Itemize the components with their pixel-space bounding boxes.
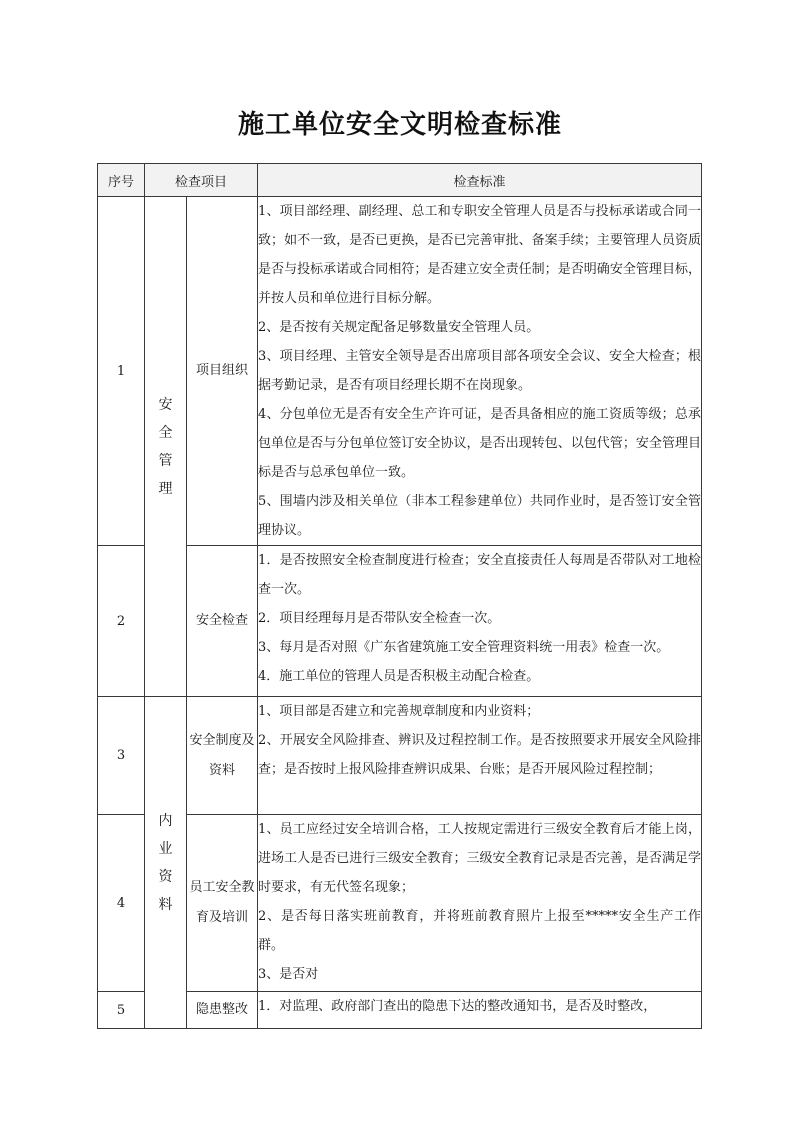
criteria-line: 1．是否按照安全检查制度进行检查；安全直接责任人每周是否带队对工地检查一次。 xyxy=(258,553,702,597)
header-item: 检查项目 xyxy=(145,164,258,197)
criteria-line: 2、是否按有关规定配备足够数量安全管理人员。 xyxy=(258,320,540,335)
criteria-line: 3、项目经理、主管安全领导是否出席项目部各项安全会议、安全大检查；根据考勤记录，是否有项目经理长期不在岗现象。 xyxy=(258,349,702,393)
row-item: 项目组织 xyxy=(187,197,258,546)
category-internal-documents xyxy=(145,697,187,1029)
category-label: 内业资料 xyxy=(158,812,173,913)
header-seq: 序号 xyxy=(98,164,145,197)
criteria-line: 3、是否对 xyxy=(258,967,319,982)
document-title: 施工单位安全文明检查标准 xyxy=(237,110,562,140)
row-criteria xyxy=(258,815,702,992)
row-seq: 5 xyxy=(98,992,145,1029)
criteria-line: 3、每月是否对照《广东省建筑施工安全管理资料统一用表》检查一次。 xyxy=(258,640,670,655)
row-seq: 1 xyxy=(98,197,145,546)
table-row xyxy=(98,546,702,697)
row-item: 安全检查 xyxy=(187,546,258,697)
row-criteria xyxy=(258,197,702,546)
category-safety-management xyxy=(145,197,187,697)
row-criteria xyxy=(258,546,702,697)
inspection-standards-table xyxy=(97,163,702,1029)
table-header-row xyxy=(98,164,702,197)
criteria-line: 2、开展安全风险排查、辨识及过程控制工作。是否按照要求开展安全风险排查；是否按时上报风险排查辨识成果、台账；是否开展风险过程控制； xyxy=(258,733,702,777)
row-seq: 3 xyxy=(98,697,145,815)
table-row xyxy=(98,197,702,546)
criteria-line: 1、项目部经理、副经理、总工和专职安全管理人员是否与投标承诺或合同一致；如不一致，是否已更换，是否已完善审批、备案手续；主要管理人员资质是否与投标承诺或合同相符；是否建立安全责任制；是否明确安全管理目标，并按人员和单位进行目标分解。 xyxy=(258,204,702,306)
criteria-line: 5、围墙内涉及相关单位（非本工程参建单位）共同作业时，是否签订安全管理协议。 xyxy=(258,494,702,538)
table-row xyxy=(98,992,702,1029)
row-item: 安全制度及资料 xyxy=(187,697,258,815)
row-criteria xyxy=(258,992,702,1029)
row-criteria xyxy=(258,697,702,815)
criteria-line: 1．对监理、政府部门查出的隐患下达的整改通知书，是否及时整改， xyxy=(258,999,657,1014)
row-item: 员工安全教育及培训 xyxy=(187,815,258,992)
category-label: 安全管理 xyxy=(158,396,173,497)
criteria-line: 1、员工应经过安全培训合格，工人按规定需进行三级安全教育后才能上岗，进场工人是否已进行三级安全教育；三级安全教育记录是否完善，是否满足学时要求，有无代签名现象； xyxy=(258,822,702,895)
criteria-line: 2．项目经理每月是否带队安全检查一次。 xyxy=(258,611,501,626)
table-row xyxy=(98,697,702,815)
table-row xyxy=(98,815,702,992)
criteria-line: 4．施工单位的管理人员是否积极主动配合检查。 xyxy=(258,669,540,684)
header-standard: 检查标准 xyxy=(258,164,702,197)
criteria-line: 4、分包单位无是否有安全生产许可证，是否具备相应的施工资质等级；总承包单位是否与分包单位签订安全协议，是否出现转包、以包代管；安全管理目标是否与总承包单位一致。 xyxy=(258,407,702,480)
criteria-line: 1、项目部是否建立和完善规章制度和内业资料； xyxy=(258,704,540,719)
row-seq: 4 xyxy=(98,815,145,992)
criteria-line: 2、是否每日落实班前教育，并将班前教育照片上报至*****安全生产工作群。 xyxy=(258,909,702,953)
row-item: 隐患整改 xyxy=(187,992,258,1029)
row-seq: 2 xyxy=(98,546,145,697)
